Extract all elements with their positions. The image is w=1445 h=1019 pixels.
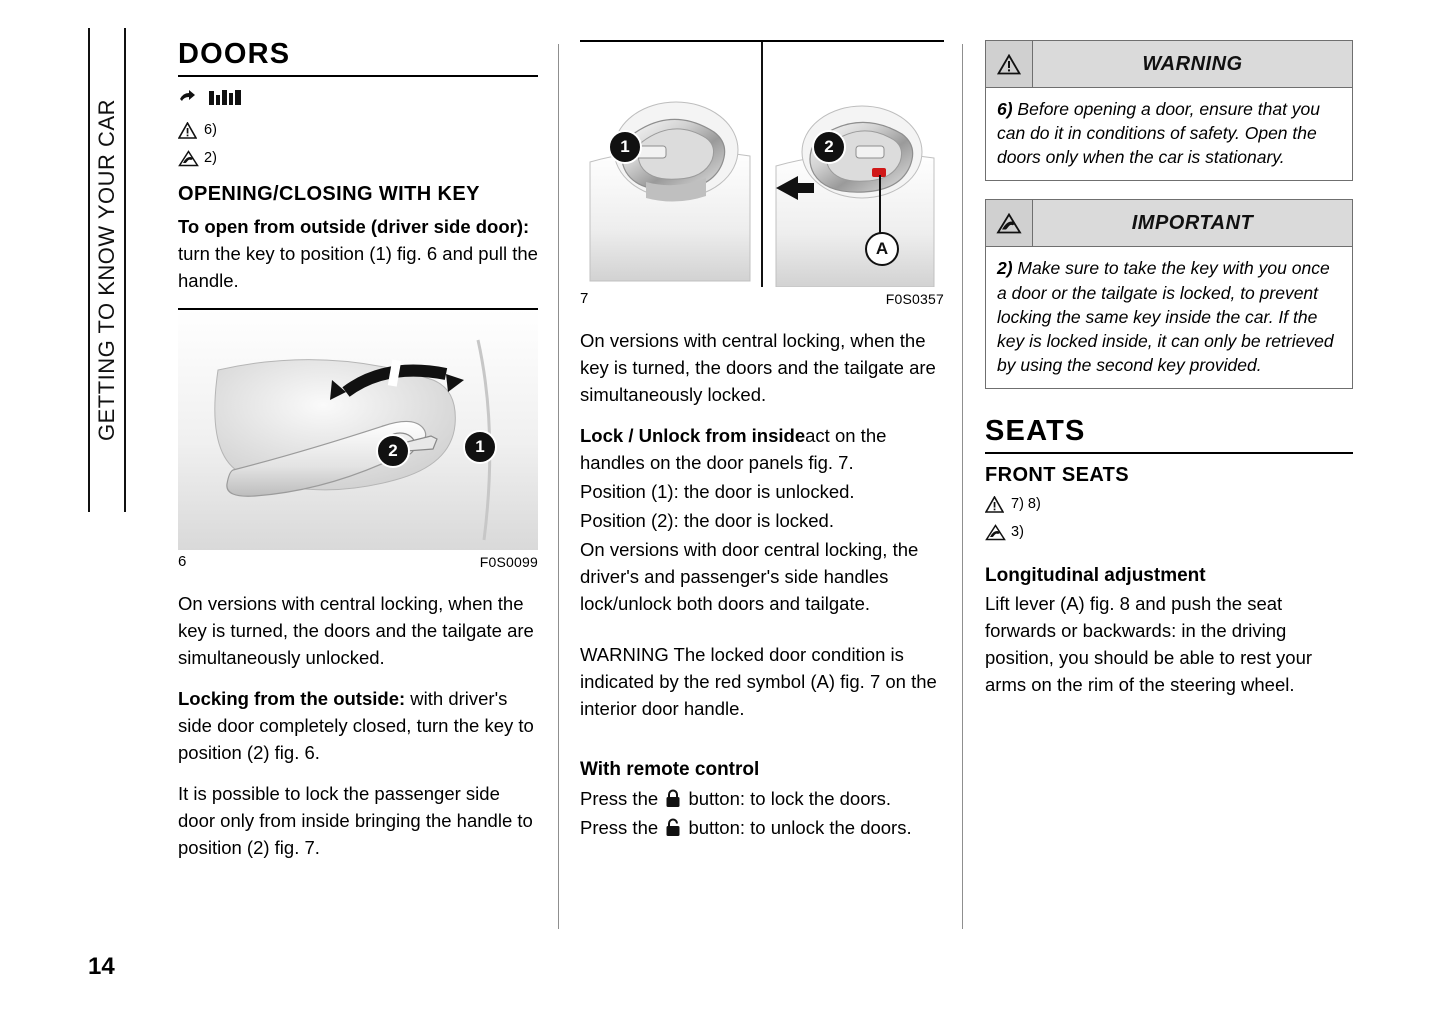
important-box-header: [985, 199, 1353, 247]
lead-open-from-outside: To open from outside (driver side door):: [178, 215, 530, 237]
column-divider-1: [558, 44, 559, 929]
warning-box-text: Before opening a door, ensure that you can do it in conditions of safety. Open the doors only when the car is stationary.: [997, 99, 1321, 168]
figure-7-code: F0S0357: [885, 291, 944, 307]
paragraph-door-central-locking: On versions with door central locking, the driver's and passenger's side handles lock/unlock both doors and tailgate.: [580, 539, 919, 614]
heading-opening-closing: OPENING/CLOSING WITH KEY: [178, 183, 480, 205]
warning-triangle-icon: [178, 122, 197, 139]
text-lock-unlock-inside: act on the handles on the door panels fig. 7.: [580, 425, 887, 473]
lock-open-icon: [665, 817, 681, 836]
warning-box: [985, 40, 1353, 181]
warning-box-ref: 6): [997, 99, 1013, 119]
warning-triangle-icon: [986, 41, 1033, 87]
text-locking-outside: with driver's side door completely closed, turn the key to position (2) fig. 6.: [178, 687, 534, 763]
warning-box-body: [985, 88, 1353, 181]
title-rule: [178, 75, 538, 77]
figure-7: [580, 40, 944, 307]
key-symbol-icon: [207, 87, 247, 114]
paragraph-central-unlock: On versions with central locking, when the key is turned, the doors and the tailgate are simultaneously unlocked.: [178, 592, 534, 668]
important-reference-number: 2): [204, 149, 217, 166]
paragraph-central-lock: On versions with central locking, when the key is turned, the doors and the tailgate are simultaneously locked.: [580, 330, 936, 405]
warning-triangle-icon: [985, 496, 1004, 513]
important-box-body: [985, 247, 1353, 389]
figure-7-image: [580, 40, 944, 287]
seats-important-reference-row: [985, 522, 1353, 544]
warning-reference-row: [178, 119, 538, 141]
remote-unlock-post-text: button: to unlock the doors.: [688, 816, 912, 838]
important-box-ref: 2): [997, 258, 1013, 279]
text-open-from-outside: turn the key to position (1) fig. 6 and pull the handle.: [178, 242, 538, 291]
section-title-seats: SEATS: [985, 415, 1086, 448]
remote-lock-pre-text: Press the: [580, 787, 659, 809]
pictogram-row: [178, 87, 538, 113]
remote-lock-post-text: button: to lock the doors.: [688, 787, 892, 809]
lead-lock-unlock-inside: Lock / Unlock from inside: [580, 425, 806, 446]
figure-7-caption: [580, 290, 944, 307]
column-two: [580, 40, 944, 843]
heading-longitudinal-adjustment: Longitudinal adjustment: [985, 564, 1206, 586]
figure-6-number: 6: [178, 552, 187, 570]
heading-front-seats: FRONT SEATS: [985, 464, 1130, 487]
lead-locking-outside: Locking from the outside:: [178, 687, 406, 709]
paragraph-warning-inline: WARNING The locked door condition is indicated by the red symbol (A) fig. 7 on the interior door handle.: [580, 644, 937, 719]
column-three: [985, 40, 1353, 700]
lock-closed-icon: [665, 788, 681, 807]
figure-6: [178, 308, 538, 570]
important-box-label: IMPORTANT: [1131, 211, 1254, 234]
chapter-tab-label: GETTING TO KNOW YOUR CAR: [94, 98, 119, 442]
warning-reference-number: 6): [204, 121, 217, 138]
paragraph-remote-lock: [580, 785, 944, 812]
paragraph-position-2: Position (2): the door is locked.: [580, 510, 834, 531]
important-box: [985, 199, 1353, 389]
paragraph-lock-unlock-inside: [580, 422, 944, 476]
paragraph-open-from-outside: [178, 213, 538, 294]
warning-box-header: [985, 40, 1353, 88]
column-one: [178, 40, 538, 863]
page-number: 14: [88, 953, 115, 980]
figure-6-image: [178, 308, 538, 550]
important-icon: [985, 524, 1004, 541]
important-icon: [178, 150, 197, 167]
figure-7-number: 7: [580, 290, 589, 307]
seats-important-reference-number: 3): [1011, 524, 1024, 541]
paragraph-passenger-door: It is possible to lock the passenger side door only from inside bringing the handle to position (2) fig. 7.: [178, 782, 533, 858]
important-box-text: Make sure to take the key with you once a door or the tailgate is locked, to prevent locking the same key inside the car. If the key is locked inside, it can only be retrieved by using the second key provided.: [997, 258, 1334, 375]
figure-6-callout-2: 2: [376, 434, 410, 468]
hand-pointing-icon: [178, 87, 204, 114]
section-title-doors: DOORS: [178, 38, 291, 70]
remote-unlock-pre-text: Press the: [580, 816, 659, 838]
column-divider-2: [962, 44, 963, 929]
important-icon: [986, 200, 1033, 246]
figure-7-callout-a: A: [865, 232, 899, 266]
figure-6-caption: [178, 553, 538, 570]
figure-6-callout-1: 1: [463, 430, 497, 464]
figure-7-callout-1: 1: [608, 130, 642, 164]
paragraph-position-1: Position (1): the door is unlocked.: [580, 481, 855, 502]
figure-6-code: F0S0099: [479, 553, 538, 570]
heading-remote-control: With remote control: [580, 759, 760, 780]
paragraph-locking-outside: [178, 685, 538, 766]
seats-title-rule: [985, 452, 1353, 454]
figure-7-callout-2: 2: [812, 130, 846, 164]
paragraph-longitudinal-adjustment: Lift lever (A) fig. 8 and push the seat forwards or backwards: in the driving position, you should be able to rest your arms on the rim of the steering wheel.: [985, 593, 1313, 696]
seats-warning-reference-row: [985, 494, 1353, 516]
seats-warning-reference-number: 7) 8): [1011, 496, 1041, 513]
warning-box-label: WARNING: [1142, 52, 1243, 75]
important-reference-row: [178, 147, 538, 169]
paragraph-remote-unlock: [580, 814, 944, 841]
